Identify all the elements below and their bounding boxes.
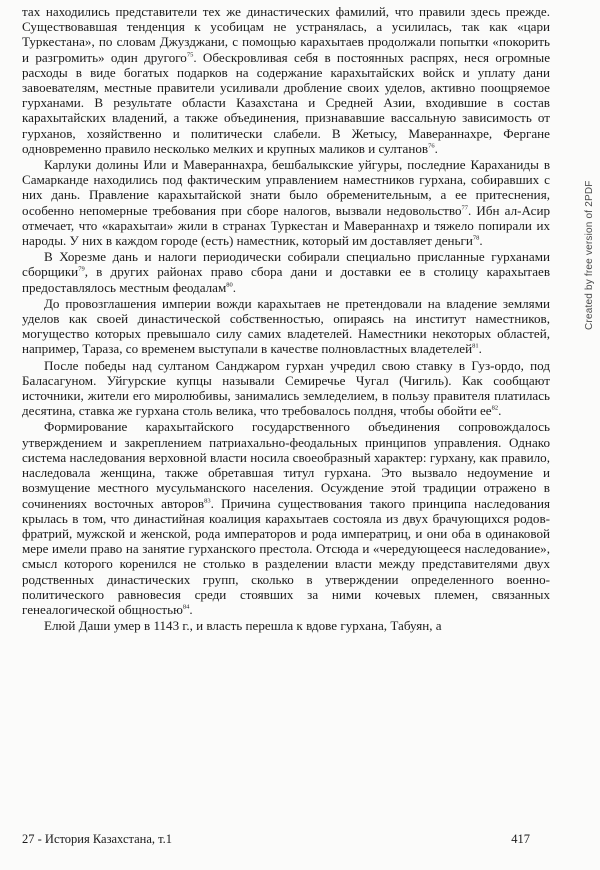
page-number: 417 [511,832,530,846]
text-run: . Обескровливая себя в постоянных распрях, неся огромные расходы в виде богатых подарков на содержание карахытайских войск и уплату дани завоевателям, местные правители усиливали дробление своих уделов, активно поощряемое гурханами. В результате области Казахстана и Средней Азии, входившие в состав карахытайских владений, а также объединения, признававшие вассальную зависимость от гурханов, хозяйственно и политически слабели. В Жетысу, Мавераннахре, Фергане одновременно правило несколько мелких и крупных маликов и султанов [22,49,551,156]
footnote-reference: 81 [472,343,479,351]
text-run: Елюй Даши умер в 1143 г., и власть перешла к вдове гурхана, Табуян, а [44,618,442,634]
footnote-reference: 76 [428,142,435,150]
text-run: В Хорезме дань и налоги периодически собирали специально присланные гурханами сборщики [22,249,550,280]
paragraph-p3 [22,249,550,295]
text-run: . [479,233,483,249]
running-footer-title: 27 - История Казахстана, т.1 [22,832,173,846]
paragraph-p2 [22,157,550,248]
text-run: . Причина существования такого принципа наследования крылась в том, что династийная коалиция карахытаев состояла из двух брачующихся родов-фратрий, мужской и женской, рода императоров и рода императриц, и они оба в одинаковой мере имели право на занятие гурханского престола. Отсюда и «чередующееся наследование», смысл которого коренился не столько в разделении власти между представителями двух родственных династических групп, сколько в утверждении определенного военно-политического равновесия среди стоявших за ними кочевых племен, связанных генеалогической общностью [22,495,550,617]
paragraph-p4 [22,296,550,357]
text-run: . [232,279,237,295]
text-run: . [434,140,438,156]
text-run: До провозглашения империи вожди карахытаев не претендовали на владение землями уделов как своей династической собственностью, опираясь на институт наместников, могущество которых превышало силу самих владетелей. Наместники некоторых областей, например, Тараза, со временем выступали в качестве полновластных владетелей [22,295,550,357]
footnote-reference: 84 [182,603,190,611]
paragraph-p5 [22,358,550,419]
text-run: . [478,341,482,357]
text-run: . [189,601,193,617]
paragraph-p6 [22,419,550,617]
footnote-reference: 78 [472,234,480,242]
footnote-reference: 77 [461,204,469,212]
paragraph-p7 [22,618,550,633]
text-run: Формирование карахытайского государственного объединения сопровождалось утверждением и закреплением патриахально-феодальных принципов управления. Однако система наследования верховной власти носила своеобразный характер: гурхану, как правило, наследовала женщина, также обретавшая титул гурхана. Это вызвало недоумение и возмущение местного мусульманского населения. Осуждение этой традиции отражено в сочинениях восточных авторов [22,419,550,511]
footnote-reference: 75 [186,51,194,59]
text-run: После победы над султаном Санджаром гурхан учредил свою ставку в Гуз-ордо, под Баласагуном. Уйгурские купцы называли Семиречье Чугал (Чигиль). Как сообщают источники, жители его миролюбивы, занимались земледелием, в пользу правителя платилась десятина, ставка же гурхана столь велика, что требовалось полдня, чтобы обойти ее [22,357,550,419]
text-run: Карлуки долины Или и Мавераннахра, бешбалыкские уйгуры, последние Караханиды в Самарканде находились под фактическим управлением наместников гурхана, собиравших с них дань. Правление карахытайской знати было обременительным, а ее притеснения, особенно непомерные требования при сборе налогов, вызвали недовольство [22,157,550,218]
text-run: тах находились представители тех же династических фамилий, что правили здесь прежде. Существовавшая тенденция к усобицам не устранялась, а усилилась, так как «цари Туркестана», по словам Джузджани, с помощью карахытаев продолжали попытки «покорить и разгромить» один другого [22,4,550,65]
text-run: , в других районах право сбора дани и доставки ее в столицу карахытаев предоставлялось местным феодалам [22,264,550,295]
body-text [22,4,550,633]
pdf-watermark: Created by free version of 2PDF [584,180,595,330]
footnote-reference: 80 [226,281,233,289]
footnote-reference: 79 [78,266,85,274]
footnote-reference: 83 [204,497,211,505]
text-run: . [498,403,502,419]
text-run: . Ибн ал-Асир отмечает, что «карахытаи» жили в странах Туркестан и Мавераннахр и тяжело попирали их народы. У них в каждом городе (есть) наместник, который им доставляет деньги [22,202,550,249]
footnote-reference: 82 [491,404,499,412]
paragraph-p1 [22,4,550,156]
